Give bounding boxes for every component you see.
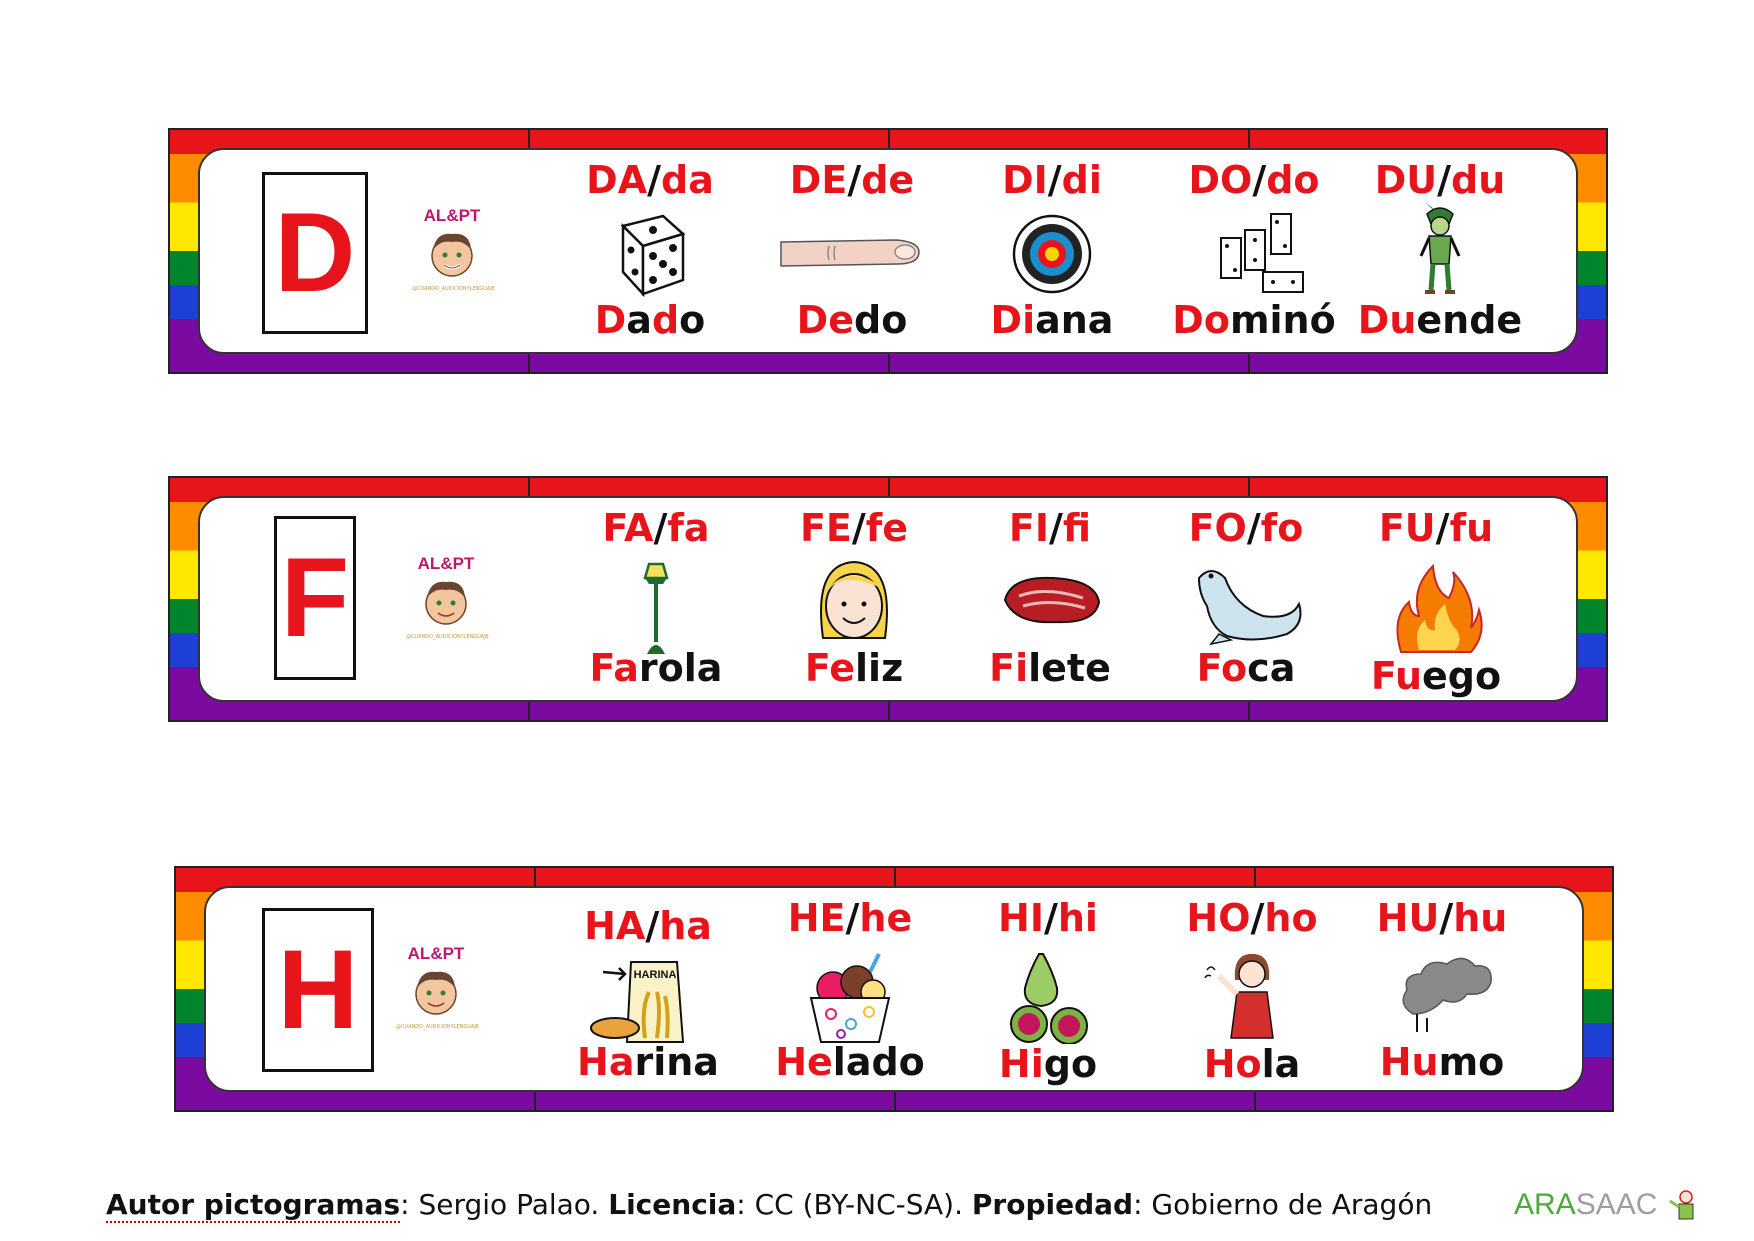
brand-logo (396, 944, 479, 1030)
finger-icon (777, 206, 927, 298)
arasaac-logo-part: SAAC (1575, 1188, 1658, 1221)
word-red-part: Ha (577, 1040, 635, 1084)
syllable-lower: fo (1260, 506, 1304, 550)
syllable-card-hi (948, 896, 1148, 1086)
syllable-lower: fu (1449, 506, 1494, 550)
syllable-sep: / (645, 904, 660, 948)
word-red-part: Hi (998, 1042, 1044, 1086)
syllable-lower: fi (1062, 506, 1092, 550)
brand-text: AL&PT (423, 206, 481, 225)
brand-text: AL&PT (407, 944, 465, 963)
flour-label: HARINA (633, 969, 677, 981)
word-black-part: ca (1247, 646, 1296, 690)
dice-icon (575, 206, 725, 298)
arasaac-mascot-icon (1666, 1189, 1700, 1223)
syllable-sep: / (1435, 506, 1450, 550)
syllable-card-ha (548, 896, 748, 1086)
syllable-sep: / (847, 158, 862, 202)
domino-icon (1179, 206, 1329, 298)
brand-logo (406, 554, 489, 640)
syllable-upper: DA (586, 158, 648, 202)
word-black-part: o (679, 298, 706, 342)
syllable-card-do (1154, 158, 1354, 348)
word-red-part: D (594, 298, 627, 342)
brand-handle: @CUANDO_AUDICIONYLENGUAJE (396, 1024, 479, 1030)
flour-icon (573, 952, 723, 1044)
arasaac-logo (1514, 1188, 1700, 1223)
syllable-sep: / (1047, 158, 1062, 202)
syllable-card-ho (1152, 896, 1352, 1086)
syllable-sep: / (851, 506, 866, 550)
syllable-upper: FO (1188, 506, 1247, 550)
word-red-part: He (775, 1040, 833, 1084)
propiedad-value: : Gobierno de Aragón (1133, 1188, 1433, 1221)
syllable-card-du (1340, 158, 1540, 348)
brand-handle: @CUANDO_AUDICIONYLENGUAJE (406, 634, 489, 640)
word-black-part: mo (1438, 1040, 1505, 1084)
syllable-upper: DU (1374, 158, 1438, 202)
syllable-upper: HU (1376, 896, 1440, 940)
syllable-sep: / (653, 506, 668, 550)
avatar-icon (408, 964, 464, 1020)
word-black-part: ende (1416, 298, 1523, 342)
syllable-lower: de (861, 158, 915, 202)
credits-line (106, 1188, 1432, 1221)
big-letter: F (280, 535, 350, 660)
syllable-card-fi (950, 506, 1150, 696)
letter-card (262, 908, 374, 1072)
word-red-part: Ho (1203, 1042, 1262, 1086)
strip-panel (198, 496, 1578, 702)
syllable-card-di (952, 158, 1152, 348)
strip-f (168, 476, 1608, 722)
syllable-upper: HA (584, 904, 646, 948)
word-black-part: ana (1035, 298, 1114, 342)
syllable-card-hu (1342, 896, 1542, 1086)
word-red-part: Fu (1370, 654, 1423, 698)
icecream-icon (775, 944, 925, 1044)
syllable-sep: / (845, 896, 860, 940)
arasaac-logo-part: ARA (1514, 1188, 1576, 1221)
letter-card (274, 516, 356, 680)
target-icon (977, 206, 1127, 298)
syllable-sep: / (1439, 896, 1454, 940)
word-red-part: Fo (1196, 646, 1248, 690)
word-black-part: lado (832, 1040, 925, 1084)
avatar-icon (418, 574, 474, 630)
propiedad-label: Propiedad (971, 1188, 1134, 1221)
syllable-lower: di (1061, 158, 1102, 202)
autor-label: Autor pictogramas (106, 1188, 401, 1221)
strip-panel (198, 148, 1578, 354)
syllable-upper: FI (1008, 506, 1050, 550)
syllable-upper: HE (787, 896, 846, 940)
syllable-sep: / (1246, 506, 1261, 550)
letter-card (262, 172, 368, 334)
syllable-upper: DI (1002, 158, 1048, 202)
syllable-lower: fe (865, 506, 909, 550)
syllable-upper: HO (1186, 896, 1251, 940)
word-black-part: ego (1422, 654, 1502, 698)
syllable-sep: / (1250, 896, 1265, 940)
syllable-lower: hi (1057, 896, 1098, 940)
seal-icon (1171, 554, 1321, 646)
big-letter: D (274, 190, 356, 315)
word-red-part: Hu (1379, 1040, 1439, 1084)
syllable-sep: / (1049, 506, 1063, 550)
goblin-icon (1365, 198, 1515, 298)
word-black-part: lete (1028, 646, 1111, 690)
syllable-sep: / (647, 158, 661, 202)
syllable-upper: FE (799, 506, 852, 550)
steak-icon (975, 554, 1125, 646)
syllable-sep: / (1437, 158, 1452, 202)
syllable-upper: HI (998, 896, 1044, 940)
syllable-lower: do (1266, 158, 1320, 202)
big-letter: H (277, 927, 359, 1052)
syllable-card-da (550, 158, 750, 348)
word-black-part: a (626, 298, 652, 342)
brand-text: AL&PT (417, 554, 475, 573)
avatar-icon (424, 226, 480, 282)
word-red-part: Fe (804, 646, 856, 690)
syllable-lower: he (859, 896, 913, 940)
word-red-part: Do (1172, 298, 1230, 342)
word-black-part: go (1043, 1042, 1098, 1086)
syllable-lower: ha (659, 904, 712, 948)
syllable-sep: / (1043, 896, 1058, 940)
word-red-part: De (796, 298, 854, 342)
word-red-part: Fi (989, 646, 1029, 690)
syllable-lower: da (661, 158, 714, 202)
streetlamp-icon (581, 554, 731, 654)
licencia-label: Licencia (608, 1188, 737, 1221)
waving-girl-icon (1177, 944, 1327, 1044)
syllable-card-de (752, 158, 952, 348)
brand-handle: @CUANDO_AUDICIONYLENGUAJE (412, 286, 495, 292)
word-black-part: liz (855, 646, 904, 690)
syllable-upper: DE (789, 158, 848, 202)
strip-d (168, 128, 1608, 374)
strip-panel (204, 886, 1584, 1092)
syllable-lower: ho (1264, 896, 1318, 940)
brand-logo (412, 206, 495, 292)
syllable-lower: hu (1453, 896, 1508, 940)
fig-icon (973, 944, 1123, 1044)
word-black-part: rola (638, 646, 723, 690)
syllable-sep: / (1252, 158, 1267, 202)
smoke-icon (1367, 944, 1517, 1036)
syllable-upper: FU (1378, 506, 1436, 550)
fire-icon (1361, 554, 1511, 654)
word-black-part: minó (1229, 298, 1336, 342)
syllable-card-fa (556, 506, 756, 696)
autor-value: : Sergio Palao. (400, 1188, 609, 1221)
word-black-part: o (881, 298, 908, 342)
syllable-lower: du (1451, 158, 1506, 202)
syllable-card-fu (1336, 506, 1536, 696)
syllable-card-fe (754, 506, 954, 696)
word-black-part: d (854, 298, 882, 342)
word-red-part: Di (990, 298, 1036, 342)
word-black-part: la (1261, 1042, 1301, 1086)
syllable-card-he (750, 896, 950, 1086)
syllable-card-fo (1146, 506, 1346, 696)
word-red-part: Du (1357, 298, 1417, 342)
syllable-lower: fa (667, 506, 710, 550)
happy-face-icon (779, 554, 929, 646)
word-black-part: rina (634, 1040, 719, 1084)
licencia-value: : CC (BY-NC-SA). (736, 1188, 972, 1221)
syllable-upper: FA (602, 506, 654, 550)
syllable-upper: DO (1188, 158, 1253, 202)
strip-h (174, 866, 1614, 1112)
word-red-part: Fa (589, 646, 639, 690)
word-red-part: d (651, 298, 680, 342)
